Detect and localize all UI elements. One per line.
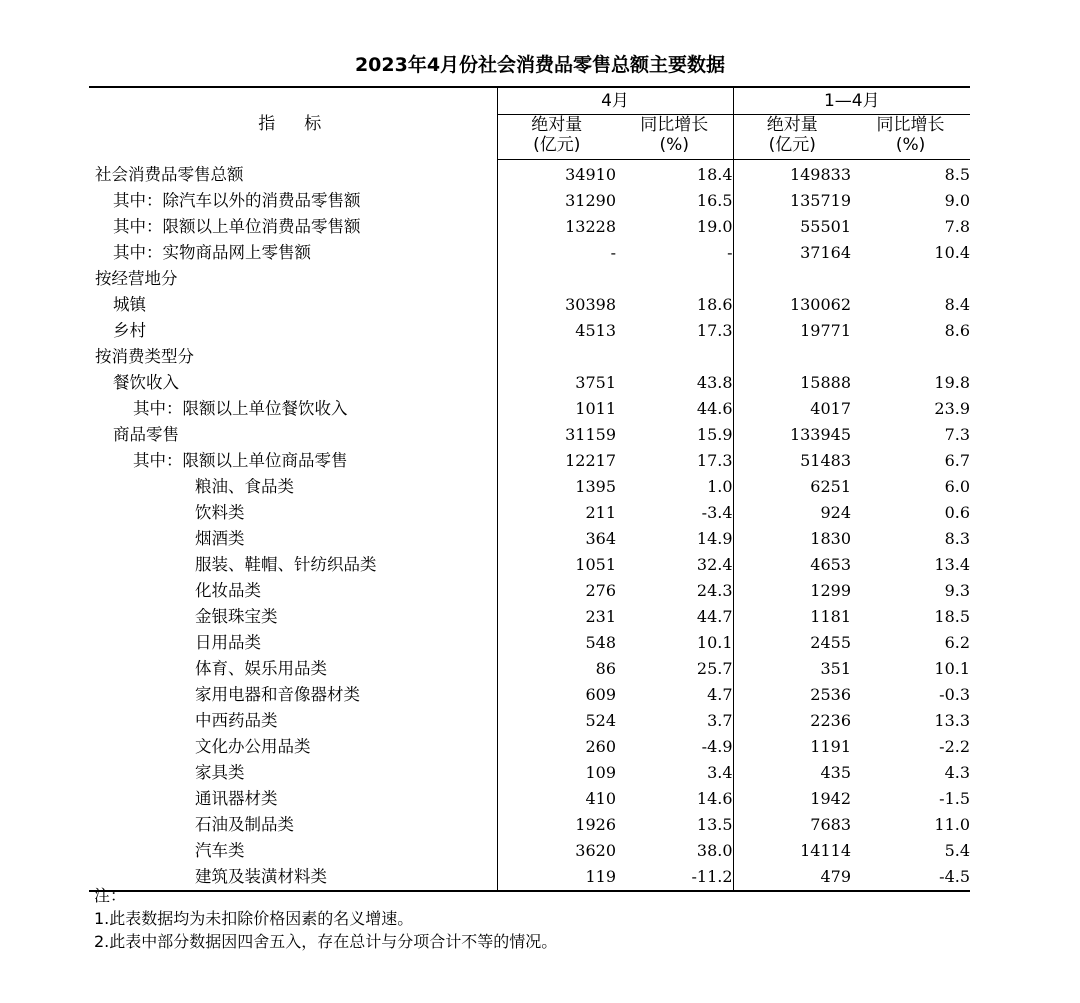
ytd-abs-cell <box>733 344 851 370</box>
row-label: 其中：除汽车以外的消费品零售额 <box>89 188 497 214</box>
row-label: 按经营地分 <box>89 266 497 292</box>
ytd-yoy-cell: 11.0 <box>934 815 971 834</box>
table-row <box>89 838 970 864</box>
ytd-abs-cell: 1191 <box>810 737 852 756</box>
table-row <box>89 160 970 189</box>
ytd-yoy-cell: 6.0 <box>944 477 971 496</box>
table-row <box>89 604 970 630</box>
table-title: 2023年4月份社会消费品零售总额主要数据 <box>354 54 726 76</box>
april-abs-cell: 12217 <box>565 451 616 470</box>
april-abs-cell: 4513 <box>575 321 616 340</box>
row-label: 社会消费品零售总额 <box>89 160 497 189</box>
row-label: 烟酒类 <box>89 526 497 552</box>
table-row <box>89 630 970 656</box>
april-abs-cell: 3620 <box>575 841 616 860</box>
table-row <box>89 760 970 786</box>
ytd-abs-cell: 4653 <box>810 555 852 574</box>
period-april-header: 4月 <box>497 87 733 115</box>
april-abs-cell: 1011 <box>575 399 616 418</box>
row-label: 其中：限额以上单位餐饮收入 <box>89 396 497 422</box>
april-abs-cell: 109 <box>585 763 616 782</box>
april-yoy-cell: 43.8 <box>616 370 733 396</box>
april-yoy-cell: -4.9 <box>616 734 733 760</box>
ytd-yoy-cell: 8.5 <box>944 165 971 184</box>
april-yoy-cell: -3.4 <box>616 500 733 526</box>
ytd-yoy-cell: -2.2 <box>939 737 971 756</box>
april-yoy-cell: 24.3 <box>616 578 733 604</box>
ytd-abs-cell: 7683 <box>810 815 852 834</box>
april-abs-cell <box>497 344 616 370</box>
ytd-yoy-cell: 10.1 <box>934 659 971 678</box>
table-row <box>89 240 970 266</box>
april-abs-cell: 119 <box>497 864 616 891</box>
ytd-yoy-cell: 6.7 <box>944 451 971 470</box>
april-abs-cell: 31159 <box>565 425 616 444</box>
april-yoy-cell: 32.4 <box>616 552 733 578</box>
april-yoy-cell: 3.7 <box>616 708 733 734</box>
ytd-yoy-cell: 9.3 <box>944 581 971 600</box>
april-abs-cell: 13228 <box>565 217 616 236</box>
ytd-yoy-cell: 19.8 <box>934 373 971 392</box>
table-row <box>89 682 970 708</box>
notes-heading: 注： <box>94 886 127 905</box>
table-row <box>89 526 970 552</box>
ytd-abs-cell: 2236 <box>810 711 852 730</box>
row-label: 体育、娱乐用品类 <box>89 656 497 682</box>
row-label: 通讯器材类 <box>89 786 497 812</box>
april-yoy-cell: 25.7 <box>616 656 733 682</box>
ytd-yoy-cell: 6.2 <box>944 633 971 652</box>
ytd-abs-cell: 37164 <box>800 243 852 262</box>
row-label: 其中：限额以上单位商品零售 <box>89 448 497 474</box>
april-yoy-cell: 14.9 <box>616 526 733 552</box>
ytd-yoy-cell: 7.3 <box>944 425 971 444</box>
ytd-abs-cell: 1942 <box>810 789 852 808</box>
ytd-yoy-header: 同比增长 (%) <box>851 115 970 160</box>
april-abs-cell: 260 <box>585 737 616 756</box>
april-yoy-cell: -11.2 <box>616 864 733 891</box>
ytd-abs-cell: 149833 <box>789 165 852 184</box>
april-yoy-cell: 17.3 <box>616 448 733 474</box>
table-row <box>89 656 970 682</box>
row-label: 日用品类 <box>89 630 497 656</box>
april-abs-cell: 3751 <box>575 373 616 392</box>
ytd-yoy-cell: 13.3 <box>934 711 971 730</box>
table-row <box>89 188 970 214</box>
ytd-yoy-cell: 0.6 <box>944 503 971 522</box>
april-yoy-cell: 4.7 <box>616 682 733 708</box>
ytd-yoy-cell: 9.0 <box>944 191 971 210</box>
april-abs-cell: 276 <box>585 581 616 600</box>
ytd-yoy-cell: 10.4 <box>934 243 971 262</box>
row-label: 餐饮收入 <box>89 370 497 396</box>
row-label: 乡村 <box>89 318 497 344</box>
april-yoy-cell: 10.1 <box>616 630 733 656</box>
table-row <box>89 474 970 500</box>
row-label: 石油及制品类 <box>89 812 497 838</box>
ytd-abs-cell: 130062 <box>789 295 852 314</box>
april-abs-cell: - <box>610 243 616 262</box>
april-yoy-cell: 17.3 <box>616 318 733 344</box>
april-abs-header: 绝对量 (亿元) <box>497 115 616 160</box>
row-label: 粮油、食品类 <box>89 474 497 500</box>
april-yoy-cell: 3.4 <box>616 760 733 786</box>
april-yoy-header: 同比增长 (%) <box>616 115 733 160</box>
table-row <box>89 786 970 812</box>
ytd-abs-cell: 1299 <box>810 581 852 600</box>
april-abs-cell: 30398 <box>565 295 616 314</box>
table-row <box>89 344 970 370</box>
ytd-abs-cell: 6251 <box>810 477 852 496</box>
note-item: 1.此表数据均为未扣除价格因素的名义增速。 <box>94 909 414 928</box>
ytd-abs-cell <box>733 266 851 292</box>
april-abs-cell: 34910 <box>565 165 616 184</box>
ytd-yoy-cell: 23.9 <box>934 399 971 418</box>
row-label: 中西药品类 <box>89 708 497 734</box>
table-row <box>89 708 970 734</box>
table-row <box>89 266 970 292</box>
table-row <box>89 370 970 396</box>
ytd-abs-cell: 435 <box>820 763 852 782</box>
april-abs-cell: 1395 <box>575 477 616 496</box>
april-yoy-cell: 44.7 <box>616 604 733 630</box>
april-abs-cell: 609 <box>585 685 616 704</box>
ytd-abs-cell: 55501 <box>800 217 852 236</box>
row-label: 按消费类型分 <box>89 344 497 370</box>
april-abs-cell: 410 <box>585 789 616 808</box>
april-abs-cell <box>497 266 616 292</box>
ytd-yoy-cell: 7.8 <box>944 217 971 236</box>
ytd-yoy-cell: 8.6 <box>944 321 971 340</box>
april-abs-cell: 524 <box>585 711 616 730</box>
april-yoy-cell: 18.6 <box>616 292 733 318</box>
row-label: 服装、鞋帽、针纺织品类 <box>89 552 497 578</box>
ytd-abs-cell: 2455 <box>810 633 852 652</box>
ytd-yoy-cell: -0.3 <box>939 685 971 704</box>
ytd-abs-header: 绝对量 (亿元) <box>733 115 851 160</box>
table-row <box>89 318 970 344</box>
april-abs-cell: 1051 <box>575 555 616 574</box>
table-row <box>89 396 970 422</box>
table-row <box>89 422 970 448</box>
ytd-abs-cell: 351 <box>820 659 852 678</box>
ytd-yoy-cell: 4.3 <box>944 763 971 782</box>
april-yoy-cell: 18.4 <box>616 160 733 189</box>
ytd-abs-cell: 1181 <box>810 607 852 626</box>
table-row <box>89 292 970 318</box>
row-label: 建筑及装潢材料类 <box>89 864 497 891</box>
april-abs-cell: 211 <box>585 503 616 522</box>
note-item: 2.此表中部分数据因四舍五入，存在总计与分项合计不等的情况。 <box>94 932 558 951</box>
ytd-yoy-cell: 8.3 <box>944 529 971 548</box>
row-label: 其中：实物商品网上零售额 <box>89 240 497 266</box>
row-label: 家具类 <box>89 760 497 786</box>
april-yoy-cell: - <box>616 240 733 266</box>
ytd-yoy-cell: 18.5 <box>934 607 971 626</box>
ytd-abs-cell: 4017 <box>810 399 852 418</box>
april-yoy-cell: 1.0 <box>616 474 733 500</box>
table-row <box>89 812 970 838</box>
table-row <box>89 578 970 604</box>
table-body <box>89 160 970 892</box>
row-label: 其中：限额以上单位消费品零售额 <box>89 214 497 240</box>
indicator-header: 指 标 <box>89 87 497 160</box>
april-yoy-cell <box>616 344 733 370</box>
table-row <box>89 734 970 760</box>
row-label: 商品零售 <box>89 422 497 448</box>
ytd-abs-cell: 15888 <box>800 373 852 392</box>
ytd-abs-cell: 133945 <box>789 425 852 444</box>
april-yoy-cell: 44.6 <box>616 396 733 422</box>
ytd-yoy-cell: 5.4 <box>944 841 971 860</box>
april-abs-cell: 548 <box>585 633 616 652</box>
april-yoy-cell: 14.6 <box>616 786 733 812</box>
ytd-abs-cell: 924 <box>820 503 852 522</box>
ytd-yoy-cell <box>851 344 970 370</box>
row-label: 金银珠宝类 <box>89 604 497 630</box>
april-abs-cell: 231 <box>585 607 616 626</box>
ytd-yoy-cell <box>851 266 970 292</box>
april-yoy-cell: 15.9 <box>616 422 733 448</box>
row-label: 饮料类 <box>89 500 497 526</box>
row-label: 汽车类 <box>89 838 497 864</box>
ytd-abs-cell: 1830 <box>810 529 852 548</box>
retail-sales-table <box>89 86 970 892</box>
ytd-abs-cell: 479 <box>733 864 851 891</box>
period-ytd-header: 1—4月 <box>733 87 970 115</box>
april-abs-cell: 86 <box>595 659 616 678</box>
ytd-abs-cell: 19771 <box>800 321 852 340</box>
april-abs-cell: 31290 <box>565 191 616 210</box>
april-yoy-cell: 19.0 <box>616 214 733 240</box>
notes <box>94 884 557 953</box>
ytd-yoy-cell: 8.4 <box>944 295 971 314</box>
ytd-abs-cell: 14114 <box>800 841 852 860</box>
ytd-yoy-cell: 13.4 <box>934 555 971 574</box>
table-row <box>89 552 970 578</box>
april-abs-cell: 1926 <box>575 815 616 834</box>
april-yoy-cell: 13.5 <box>616 812 733 838</box>
april-yoy-cell: 38.0 <box>616 838 733 864</box>
april-yoy-cell <box>616 266 733 292</box>
table-row <box>89 214 970 240</box>
ytd-abs-cell: 135719 <box>789 191 852 210</box>
row-label: 文化办公用品类 <box>89 734 497 760</box>
ytd-yoy-cell: -1.5 <box>939 789 971 808</box>
april-yoy-cell: 16.5 <box>616 188 733 214</box>
table-row <box>89 500 970 526</box>
ytd-yoy-cell: -4.5 <box>851 864 970 891</box>
ytd-abs-cell: 51483 <box>800 451 852 470</box>
row-label: 城镇 <box>89 292 497 318</box>
ytd-abs-cell: 2536 <box>810 685 852 704</box>
row-label: 化妆品类 <box>89 578 497 604</box>
april-abs-cell: 364 <box>585 529 616 548</box>
table-row <box>89 448 970 474</box>
row-label: 家用电器和音像器材类 <box>89 682 497 708</box>
